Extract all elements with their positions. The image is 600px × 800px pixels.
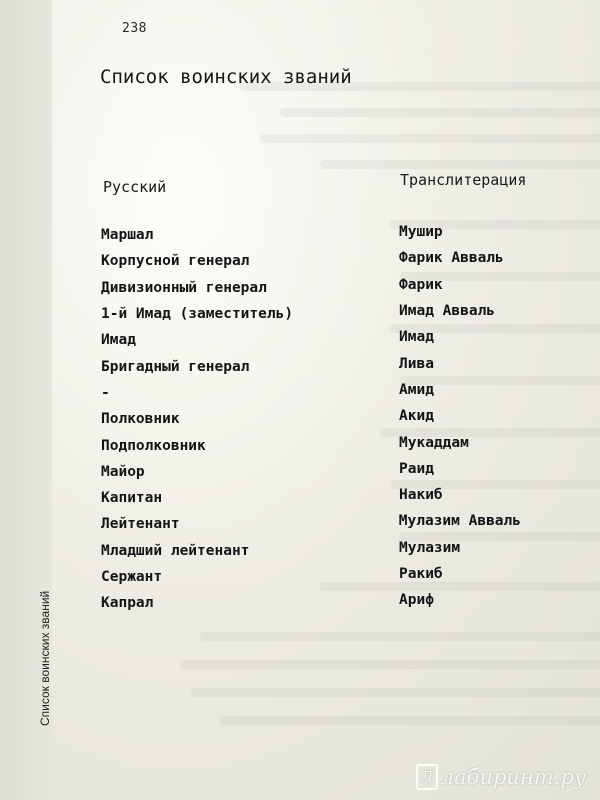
labirint-logo-icon: Л bbox=[416, 764, 438, 790]
rank-russian: Сержант bbox=[101, 569, 163, 585]
rank-russian: Бригадный генерал bbox=[101, 358, 250, 375]
ranks-table bbox=[101, 222, 521, 616]
rank-transliteration: Мулазим Авваль bbox=[398, 513, 521, 530]
rank-russian: 1-й Имад (заместитель) bbox=[101, 306, 294, 323]
side-running-title: Список воинских званий bbox=[38, 590, 52, 726]
table-row bbox=[101, 275, 521, 301]
rank-russian: - bbox=[101, 384, 110, 401]
rank-transliteration: Мулазим bbox=[399, 539, 461, 556]
table-row bbox=[101, 590, 521, 616]
rank-transliteration: Фарик bbox=[399, 276, 443, 293]
table-row bbox=[101, 248, 521, 274]
table-row bbox=[101, 222, 521, 248]
table-row bbox=[101, 538, 521, 564]
rank-russian: Майор bbox=[101, 463, 145, 480]
rank-transliteration: Имад bbox=[399, 329, 434, 346]
table-row bbox=[101, 353, 521, 379]
rank-russian: Маршал bbox=[101, 227, 154, 244]
rank-russian: Имад bbox=[101, 332, 136, 349]
bleed-through-line bbox=[260, 134, 600, 143]
table-row bbox=[101, 485, 521, 511]
rank-russian: Лейтенант bbox=[101, 516, 180, 533]
bleed-through-line bbox=[220, 716, 600, 725]
bleed-through-line bbox=[320, 160, 600, 169]
table-row bbox=[101, 459, 521, 485]
table-row bbox=[101, 564, 521, 590]
labirint-watermark bbox=[416, 764, 586, 790]
rank-russian: Полковник bbox=[101, 411, 180, 428]
rank-transliteration: Накиб bbox=[399, 487, 443, 504]
table-row bbox=[101, 301, 521, 327]
page-heading: Список воинских званий bbox=[100, 66, 352, 88]
table-row bbox=[101, 327, 521, 353]
table-row bbox=[101, 511, 521, 537]
rank-russian: Дивизионный генерал bbox=[101, 279, 267, 296]
column-header-transliteration: Транслитерация bbox=[400, 171, 527, 189]
rank-transliteration: Фарик Авваль bbox=[399, 250, 504, 267]
rank-transliteration: Мушир bbox=[399, 224, 443, 241]
column-header-russian: Русский bbox=[103, 178, 167, 196]
table-row bbox=[101, 432, 521, 458]
bleed-through-line bbox=[200, 632, 600, 641]
rank-transliteration: Амид bbox=[399, 381, 434, 398]
bleed-through-line bbox=[190, 688, 600, 697]
rank-russian: Младший лейтенант bbox=[101, 542, 250, 559]
side-title-container bbox=[18, 278, 52, 726]
rank-russian: Подполковник bbox=[101, 437, 206, 454]
rank-russian: Капрал bbox=[101, 595, 154, 612]
table-row bbox=[101, 406, 521, 432]
rank-transliteration: Акид bbox=[399, 408, 434, 425]
rank-transliteration: Мукаддам bbox=[399, 434, 469, 451]
bleed-through-line bbox=[180, 660, 600, 669]
page-number: 238 bbox=[122, 21, 147, 36]
rank-russian: Корпусной генерал bbox=[101, 253, 250, 270]
rank-transliteration: Имад Авваль bbox=[399, 303, 496, 320]
table-row bbox=[101, 380, 521, 406]
rank-russian: Капитан bbox=[101, 490, 163, 507]
rank-transliteration: Ракиб bbox=[399, 566, 443, 582]
rank-transliteration: Раид bbox=[399, 460, 434, 477]
rank-transliteration: Ариф bbox=[399, 592, 434, 609]
bleed-through-line bbox=[280, 108, 600, 117]
watermark-text: лабиринт.ру bbox=[440, 765, 586, 789]
rank-transliteration: Лива bbox=[399, 355, 434, 372]
